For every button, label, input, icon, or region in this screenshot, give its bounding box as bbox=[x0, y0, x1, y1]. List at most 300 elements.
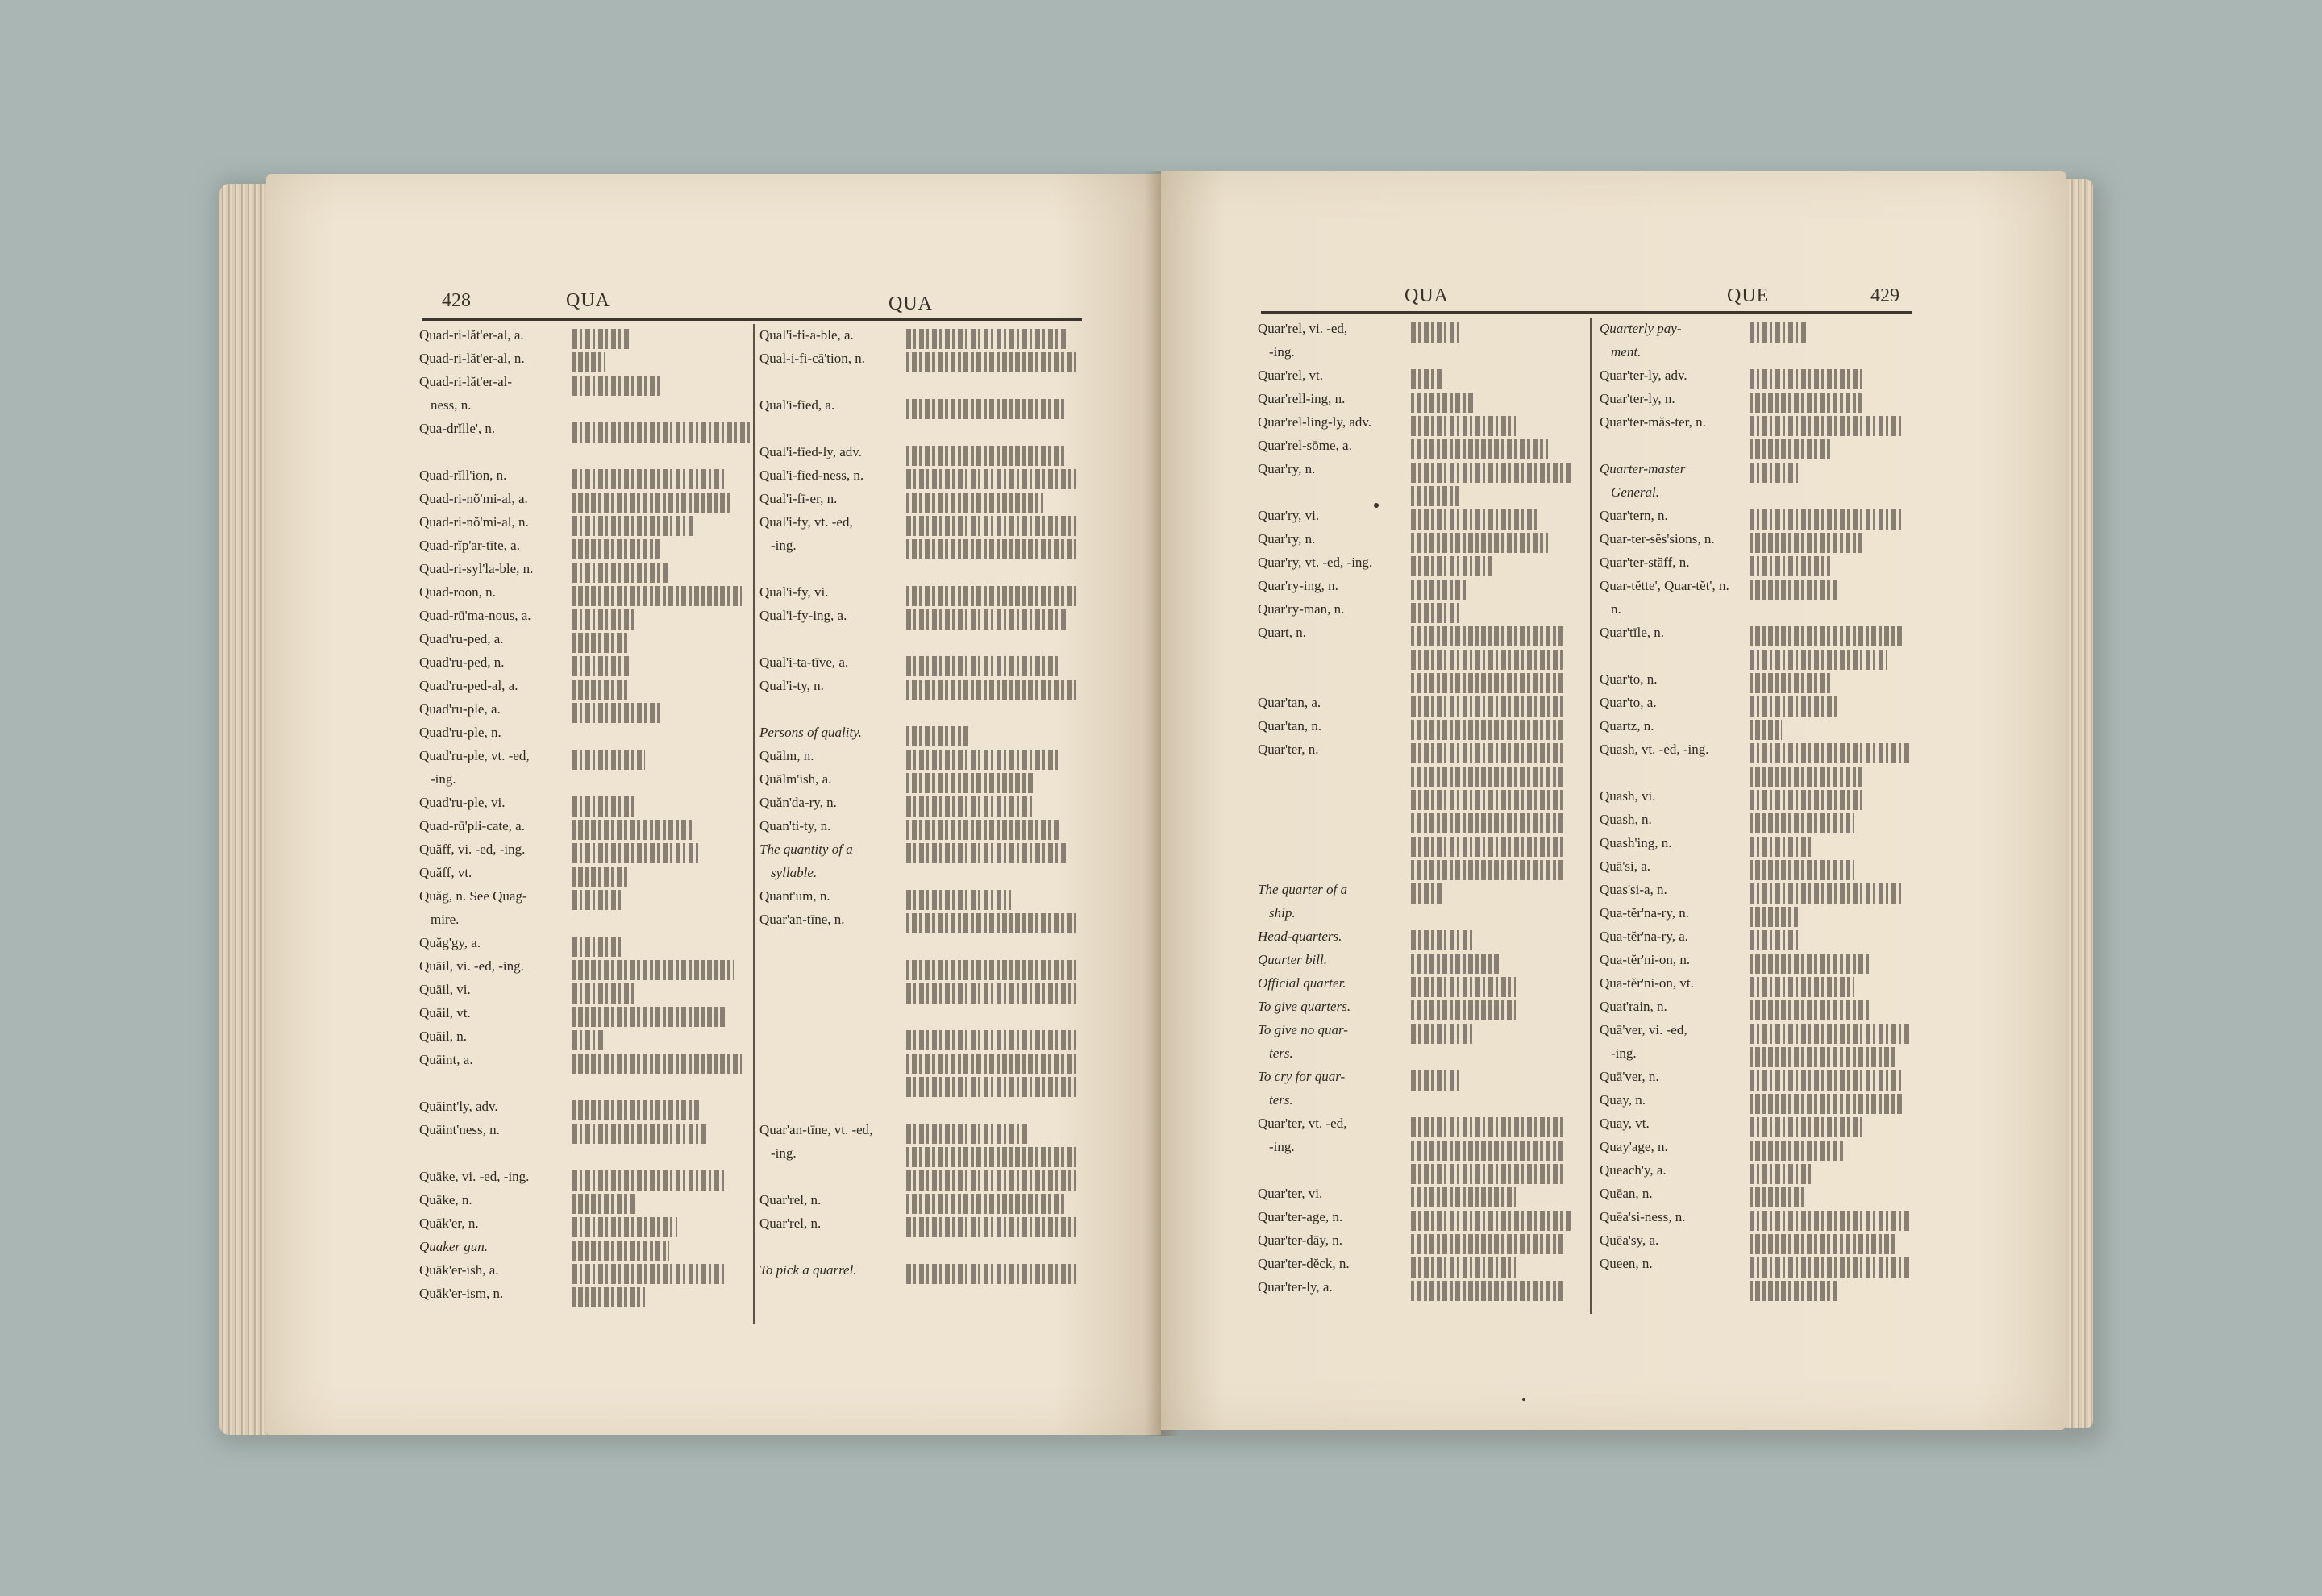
headword: Qua-drĭlle', n. bbox=[419, 421, 496, 436]
japanese-gloss bbox=[1411, 463, 1572, 483]
japanese-gloss bbox=[1750, 930, 1798, 950]
japanese-gloss bbox=[1411, 603, 1459, 623]
running-head-right-2: QUE bbox=[1727, 285, 1770, 306]
japanese-gloss bbox=[1411, 720, 1564, 740]
japanese-gloss bbox=[1750, 907, 1798, 927]
headword: Quar'an-tīne, vt. -ed, bbox=[759, 1122, 873, 1137]
japanese-gloss bbox=[1750, 767, 1862, 787]
dictionary-entry bbox=[1258, 1186, 1580, 1209]
dictionary-entry bbox=[419, 1052, 746, 1075]
dictionary-entry bbox=[419, 1029, 746, 1052]
headword: Quar'ter-ly, n. bbox=[1600, 391, 1675, 406]
dictionary-entry bbox=[759, 584, 1082, 608]
dictionary-entry bbox=[1258, 321, 1580, 344]
dictionary-entry bbox=[419, 327, 746, 351]
japanese-gloss bbox=[572, 656, 629, 676]
headword: Quad'ru-ple, vi. bbox=[419, 795, 506, 810]
dictionary-entry bbox=[1258, 414, 1580, 438]
dictionary-entry bbox=[1600, 742, 1916, 765]
japanese-gloss bbox=[1411, 977, 1516, 997]
dictionary-entry bbox=[1600, 1162, 1916, 1186]
headword: Quar'rell-ing, n. bbox=[1258, 391, 1346, 406]
headword: Quăg'gy, a. bbox=[419, 935, 481, 950]
dictionary-entry bbox=[419, 374, 746, 397]
dictionary-entry bbox=[1600, 1116, 1916, 1139]
headword: ship. bbox=[1269, 905, 1296, 921]
japanese-gloss bbox=[906, 656, 1059, 676]
headword: To pick a quarrel. bbox=[759, 1262, 857, 1278]
dictionary-entry bbox=[419, 678, 746, 701]
japanese-gloss bbox=[1411, 1234, 1564, 1254]
japanese-gloss bbox=[572, 352, 605, 372]
dictionary-entry bbox=[419, 1286, 746, 1309]
japanese-gloss bbox=[906, 493, 1043, 513]
japanese-gloss bbox=[1411, 580, 1467, 600]
japanese-gloss bbox=[1750, 1281, 1838, 1301]
headword: Quāke, n. bbox=[419, 1192, 472, 1207]
japanese-gloss bbox=[572, 937, 621, 957]
japanese-gloss bbox=[1750, 1094, 1903, 1114]
japanese-gloss bbox=[906, 960, 1076, 980]
headword: Qua-tĕr'na-ry, n. bbox=[1600, 905, 1689, 921]
japanese-gloss bbox=[572, 563, 669, 583]
japanese-gloss bbox=[572, 820, 693, 840]
japanese-gloss bbox=[1411, 743, 1564, 763]
header-rule-right bbox=[1261, 311, 1912, 314]
japanese-gloss bbox=[572, 1100, 701, 1120]
headword: Quar'an-tīne, n. bbox=[759, 912, 845, 927]
headword: Queen, n. bbox=[1600, 1256, 1653, 1271]
dictionary-entry bbox=[759, 701, 1082, 725]
japanese-gloss bbox=[572, 586, 742, 606]
dictionary-entry bbox=[419, 491, 746, 514]
dictionary-entry bbox=[419, 421, 746, 444]
japanese-gloss bbox=[906, 586, 1076, 606]
headword: Quay'age, n. bbox=[1600, 1139, 1668, 1154]
dictionary-entry bbox=[1600, 438, 1916, 461]
japanese-gloss bbox=[906, 680, 1076, 700]
dictionary-entry bbox=[1600, 461, 1916, 484]
dictionary-entry bbox=[1600, 578, 1916, 601]
headword: Qual'i-fīed, a. bbox=[759, 397, 835, 413]
left-column-1 bbox=[419, 327, 746, 1309]
japanese-gloss bbox=[1750, 673, 1830, 693]
headword: Quēa'si-ness, n. bbox=[1600, 1209, 1686, 1224]
headword: ment. bbox=[1611, 344, 1642, 360]
dictionary-entry bbox=[419, 888, 746, 912]
header-rule-left bbox=[422, 318, 1082, 321]
headword: Quā'si, a. bbox=[1600, 858, 1651, 874]
dictionary-entry bbox=[759, 912, 1082, 935]
japanese-gloss bbox=[1411, 1281, 1564, 1301]
right-page bbox=[1161, 171, 2066, 1430]
dictionary-entry bbox=[1258, 578, 1580, 601]
headword: Quarter-master bbox=[1600, 461, 1686, 476]
dictionary-entry bbox=[1600, 531, 1916, 555]
japanese-gloss bbox=[1750, 790, 1862, 810]
japanese-gloss bbox=[572, 1170, 726, 1191]
japanese-gloss bbox=[572, 703, 661, 723]
headword: General. bbox=[1611, 484, 1659, 500]
dictionary-entry bbox=[1258, 391, 1580, 414]
dictionary-entry bbox=[759, 1262, 1082, 1286]
dictionary-entry bbox=[419, 584, 746, 608]
headword: Quad-rū'ma-nous, a. bbox=[419, 608, 531, 623]
dictionary-entry bbox=[1600, 975, 1916, 999]
japanese-gloss bbox=[572, 539, 661, 559]
page-number-left: 428 bbox=[442, 290, 471, 311]
headword: Queach'y, a. bbox=[1600, 1162, 1667, 1178]
headword: Quar'rel, n. bbox=[759, 1192, 822, 1207]
headword: Quay, n. bbox=[1600, 1092, 1646, 1108]
dictionary-entry bbox=[759, 1216, 1082, 1239]
dictionary-entry bbox=[1600, 765, 1916, 788]
headword: Qual'i-ty, n. bbox=[759, 678, 824, 693]
dictionary-entry bbox=[1258, 531, 1580, 555]
japanese-gloss bbox=[906, 773, 1035, 793]
headword: The quarter of a bbox=[1258, 882, 1347, 897]
dictionary-entry bbox=[1600, 368, 1916, 391]
dictionary-entry bbox=[419, 538, 746, 561]
dictionary-entry bbox=[419, 397, 746, 421]
headword: Quăff, vt. bbox=[419, 865, 472, 880]
dictionary-entry bbox=[1258, 788, 1580, 812]
headword: The quantity of a bbox=[759, 842, 853, 857]
headword: -ing. bbox=[431, 771, 456, 787]
dictionary-entry bbox=[1600, 1186, 1916, 1209]
japanese-gloss bbox=[572, 376, 661, 396]
headword: Quar'ry, n. bbox=[1258, 461, 1316, 476]
japanese-gloss bbox=[906, 469, 1076, 489]
headword: n. bbox=[1611, 601, 1621, 617]
japanese-gloss bbox=[1411, 1024, 1475, 1044]
japanese-gloss bbox=[906, 890, 1011, 910]
dictionary-entry bbox=[419, 561, 746, 584]
dictionary-entry bbox=[1600, 1279, 1916, 1303]
headword: Quar'ter-măs-ter, n. bbox=[1600, 414, 1706, 430]
dictionary-entry bbox=[759, 397, 1082, 421]
left-page-edges bbox=[219, 184, 269, 1435]
headword: Quar'ry-man, n. bbox=[1258, 601, 1345, 617]
japanese-gloss bbox=[906, 329, 1067, 349]
japanese-gloss bbox=[1411, 1187, 1516, 1207]
dictionary-entry bbox=[1258, 1209, 1580, 1232]
dictionary-entry bbox=[1258, 1256, 1580, 1279]
dictionary-entry bbox=[759, 1239, 1082, 1262]
japanese-gloss bbox=[1411, 673, 1564, 693]
japanese-gloss bbox=[1411, 696, 1564, 717]
left-column-2 bbox=[759, 327, 1082, 1286]
dictionary-entry bbox=[759, 608, 1082, 631]
japanese-gloss bbox=[572, 890, 621, 910]
dictionary-entry bbox=[1600, 952, 1916, 975]
headword: Quar-tĕtte', Quar-tĕt', n. bbox=[1600, 578, 1729, 593]
dictionary-entry bbox=[759, 748, 1082, 771]
headword: Qual'i-fi-a-ble, a. bbox=[759, 327, 854, 343]
headword: Qua-tĕr'ni-on, vt. bbox=[1600, 975, 1694, 991]
dictionary-entry bbox=[1258, 929, 1580, 952]
dictionary-entry bbox=[759, 982, 1082, 1005]
japanese-gloss bbox=[1411, 626, 1564, 646]
headword: mire. bbox=[431, 912, 460, 927]
dictionary-entry bbox=[1258, 1092, 1580, 1116]
dictionary-entry bbox=[1600, 999, 1916, 1022]
dictionary-entry bbox=[419, 1145, 746, 1169]
dictionary-entry bbox=[1258, 1116, 1580, 1139]
dictionary-entry bbox=[1600, 508, 1916, 531]
dictionary-entry bbox=[419, 725, 746, 748]
headword: Quad-ri-lăt'er-al, a. bbox=[419, 327, 524, 343]
headword: Quad-rū'pli-cate, a. bbox=[419, 818, 525, 833]
japanese-gloss bbox=[1750, 1141, 1846, 1161]
japanese-gloss bbox=[1750, 1117, 1862, 1137]
headword: -ing. bbox=[1269, 344, 1295, 360]
dictionary-entry bbox=[759, 468, 1082, 491]
headword: Quad-ri-lăt'er-al- bbox=[419, 374, 513, 389]
japanese-gloss bbox=[1411, 369, 1443, 389]
dictionary-entry bbox=[1600, 671, 1916, 695]
headword: Quad-ri-syl'la-ble, n. bbox=[419, 561, 534, 576]
japanese-gloss bbox=[572, 796, 637, 817]
headword: Quan'ti-ty, n. bbox=[759, 818, 831, 833]
dictionary-entry bbox=[759, 795, 1082, 818]
headword: Quat'rain, n. bbox=[1600, 999, 1667, 1014]
japanese-gloss bbox=[1411, 439, 1548, 459]
headword: Quad'ru-ple, vt. -ed, bbox=[419, 748, 530, 763]
dictionary-entry bbox=[759, 444, 1082, 468]
japanese-gloss bbox=[1750, 883, 1903, 904]
headword: Quāil, vi. -ed, -ing. bbox=[419, 958, 524, 974]
japanese-gloss bbox=[572, 960, 734, 980]
japanese-gloss bbox=[1750, 580, 1838, 600]
headword: Quar'ter-dĕck, n. bbox=[1258, 1256, 1350, 1271]
headword: Quar'to, n. bbox=[1600, 671, 1658, 687]
headword: Qual'i-ta-tīve, a. bbox=[759, 655, 849, 670]
dictionary-entry bbox=[1258, 975, 1580, 999]
dictionary-entry bbox=[419, 1192, 746, 1216]
headword: -ing. bbox=[1611, 1045, 1637, 1061]
headword: Quad-ri-lăt'er-al, n. bbox=[419, 351, 525, 366]
dictionary-entry bbox=[759, 561, 1082, 584]
japanese-gloss bbox=[1411, 533, 1548, 553]
dictionary-entry bbox=[419, 1122, 746, 1145]
japanese-gloss bbox=[906, 516, 1076, 536]
dictionary-entry bbox=[1258, 742, 1580, 765]
headword: Quēan, n. bbox=[1600, 1186, 1653, 1201]
japanese-gloss bbox=[572, 1007, 726, 1027]
headword: Quăn'da-ry, n. bbox=[759, 795, 837, 810]
headword: Quar'ry, vt. -ed, -ing. bbox=[1258, 555, 1373, 570]
japanese-gloss bbox=[572, 680, 629, 700]
dictionary-entry bbox=[419, 655, 746, 678]
headword: Quālm, n. bbox=[759, 748, 814, 763]
dictionary-entry bbox=[759, 538, 1082, 561]
headword: Quash, n. bbox=[1600, 812, 1652, 827]
headword: Qual'i-fy, vt. -ed, bbox=[759, 514, 853, 530]
japanese-gloss bbox=[906, 539, 1076, 559]
headword: -ing. bbox=[1269, 1139, 1295, 1154]
dictionary-entry bbox=[1600, 1232, 1916, 1256]
dictionary-entry bbox=[759, 327, 1082, 351]
japanese-gloss bbox=[906, 1054, 1076, 1074]
japanese-gloss bbox=[1750, 1257, 1911, 1278]
japanese-gloss bbox=[1411, 1070, 1459, 1091]
dictionary-entry bbox=[419, 982, 746, 1005]
dictionary-entry bbox=[1258, 952, 1580, 975]
dictionary-entry bbox=[759, 1075, 1082, 1099]
ink-speck bbox=[1522, 1398, 1525, 1401]
japanese-gloss bbox=[1750, 1234, 1895, 1254]
headword: ters. bbox=[1269, 1092, 1293, 1108]
japanese-gloss bbox=[572, 422, 750, 443]
headword: Quar'ter-age, n. bbox=[1258, 1209, 1343, 1224]
dictionary-entry bbox=[759, 935, 1082, 958]
dictionary-entry bbox=[1258, 882, 1580, 905]
headword: Quăg, n. See Quag- bbox=[419, 888, 527, 904]
japanese-gloss bbox=[572, 609, 637, 630]
dictionary-entry bbox=[1258, 812, 1580, 835]
dictionary-entry bbox=[419, 468, 746, 491]
japanese-gloss bbox=[572, 1124, 710, 1144]
japanese-gloss bbox=[572, 1054, 742, 1074]
headword: Quart, n. bbox=[1258, 625, 1306, 640]
japanese-gloss bbox=[1411, 393, 1475, 413]
right-column-1 bbox=[1258, 321, 1580, 1303]
dictionary-entry bbox=[759, 725, 1082, 748]
japanese-gloss bbox=[906, 1170, 1076, 1191]
headword: Quar'tīle, n. bbox=[1600, 625, 1665, 640]
japanese-gloss bbox=[1411, 1164, 1564, 1184]
dictionary-entry bbox=[419, 1005, 746, 1029]
japanese-gloss bbox=[572, 469, 726, 489]
headword: Quartz, n. bbox=[1600, 718, 1654, 734]
headword: Quas'si-a, n. bbox=[1600, 882, 1667, 897]
japanese-gloss bbox=[1750, 393, 1862, 413]
dictionary-entry bbox=[1258, 1139, 1580, 1162]
headword: Qual'i-fī-er, n. bbox=[759, 491, 838, 506]
headword: Quash'ing, n. bbox=[1600, 835, 1672, 850]
headword: Qual'i-fīed-ness, n. bbox=[759, 468, 864, 483]
dictionary-entry bbox=[1600, 1092, 1916, 1116]
japanese-gloss bbox=[1411, 650, 1564, 670]
headword: Quar'tan, a. bbox=[1258, 695, 1321, 710]
dictionary-entry bbox=[1600, 905, 1916, 929]
dictionary-entry bbox=[419, 795, 746, 818]
headword: Quar'ter-dāy, n. bbox=[1258, 1232, 1342, 1248]
headword: Quar-ter-sĕs'sions, n. bbox=[1600, 531, 1715, 547]
headword: Quad'ru-ped, n. bbox=[419, 655, 505, 670]
dictionary-entry bbox=[1258, 1069, 1580, 1092]
dictionary-entry bbox=[1600, 344, 1916, 368]
headword: Quar'ter, vt. -ed, bbox=[1258, 1116, 1347, 1131]
dictionary-entry bbox=[759, 421, 1082, 444]
japanese-gloss bbox=[1750, 416, 1903, 436]
japanese-gloss bbox=[1750, 1047, 1895, 1067]
japanese-gloss bbox=[1411, 860, 1564, 880]
headword: Quad-ri-nŏ'mi-al, n. bbox=[419, 514, 529, 530]
dictionary-entry bbox=[1258, 368, 1580, 391]
dictionary-entry bbox=[1258, 438, 1580, 461]
headword: -ing. bbox=[771, 1145, 797, 1161]
headword: Quăff, vi. -ed, -ing. bbox=[419, 842, 526, 857]
japanese-gloss bbox=[1411, 486, 1459, 506]
headword: Quar'tern, n. bbox=[1600, 508, 1668, 523]
dictionary-entry bbox=[759, 631, 1082, 655]
headword: Quad'ru-ple, n. bbox=[419, 725, 501, 740]
japanese-gloss bbox=[1750, 1164, 1814, 1184]
dictionary-entry bbox=[1600, 858, 1916, 882]
japanese-gloss bbox=[1750, 626, 1903, 646]
japanese-gloss bbox=[906, 352, 1076, 372]
dictionary-entry bbox=[759, 655, 1082, 678]
headword: Quāil, vt. bbox=[419, 1005, 471, 1020]
headword: Quar'rel, vt. bbox=[1258, 368, 1323, 383]
japanese-gloss bbox=[1750, 509, 1903, 530]
headword: syllable. bbox=[771, 865, 818, 880]
ink-speck bbox=[1374, 503, 1379, 508]
headword: Quad'ru-ped-al, a. bbox=[419, 678, 518, 693]
headword: Quar'rel, n. bbox=[759, 1216, 822, 1231]
dictionary-entry bbox=[1600, 1022, 1916, 1045]
japanese-gloss bbox=[1750, 556, 1830, 576]
dictionary-entry bbox=[1600, 929, 1916, 952]
headword: Official quarter. bbox=[1258, 975, 1346, 991]
headword: Quar'ter-stăff, n. bbox=[1600, 555, 1690, 570]
headword: Quad-ri-nŏ'mi-al, a. bbox=[419, 491, 528, 506]
headword: Quay, vt. bbox=[1600, 1116, 1650, 1131]
japanese-gloss bbox=[1750, 720, 1782, 740]
headword: Quant'um, n. bbox=[759, 888, 830, 904]
headword: Quāk'er-ish, a. bbox=[419, 1262, 499, 1278]
japanese-gloss bbox=[1750, 1000, 1870, 1020]
dictionary-entry bbox=[1600, 835, 1916, 858]
page-number-right: 429 bbox=[1870, 285, 1900, 306]
dictionary-entry bbox=[1258, 1232, 1580, 1256]
japanese-gloss bbox=[1750, 813, 1854, 833]
column-divider-left bbox=[753, 324, 755, 1324]
dictionary-entry bbox=[419, 1239, 746, 1262]
headword: Quar'ry, vi. bbox=[1258, 508, 1320, 523]
dictionary-entry bbox=[759, 1192, 1082, 1216]
running-head-right-1: QUA bbox=[1404, 285, 1449, 306]
dictionary-entry bbox=[1600, 601, 1916, 625]
japanese-gloss bbox=[1750, 837, 1814, 857]
japanese-gloss bbox=[1750, 860, 1854, 880]
japanese-gloss bbox=[572, 750, 645, 770]
japanese-gloss bbox=[1411, 1117, 1564, 1137]
dictionary-entry bbox=[1258, 671, 1580, 695]
dictionary-entry bbox=[1600, 555, 1916, 578]
dictionary-entry bbox=[419, 514, 746, 538]
headword: Quāint, a. bbox=[419, 1052, 473, 1067]
dictionary-entry bbox=[1600, 695, 1916, 718]
japanese-gloss bbox=[1411, 1257, 1516, 1278]
left-page bbox=[266, 174, 1161, 1435]
dictionary-entry bbox=[419, 958, 746, 982]
headword: Quāk'er, n. bbox=[419, 1216, 479, 1231]
dictionary-entry bbox=[1258, 718, 1580, 742]
headword: Quar'to, a. bbox=[1600, 695, 1657, 710]
headword: Quaker gun. bbox=[419, 1239, 488, 1254]
dictionary-entry bbox=[1258, 344, 1580, 368]
japanese-gloss bbox=[1411, 767, 1564, 787]
dictionary-entry bbox=[1258, 461, 1580, 484]
japanese-gloss bbox=[1750, 696, 1838, 717]
japanese-gloss bbox=[572, 1287, 645, 1307]
dictionary-entry bbox=[419, 1099, 746, 1122]
japanese-gloss bbox=[572, 1217, 677, 1237]
japanese-gloss bbox=[572, 516, 693, 536]
